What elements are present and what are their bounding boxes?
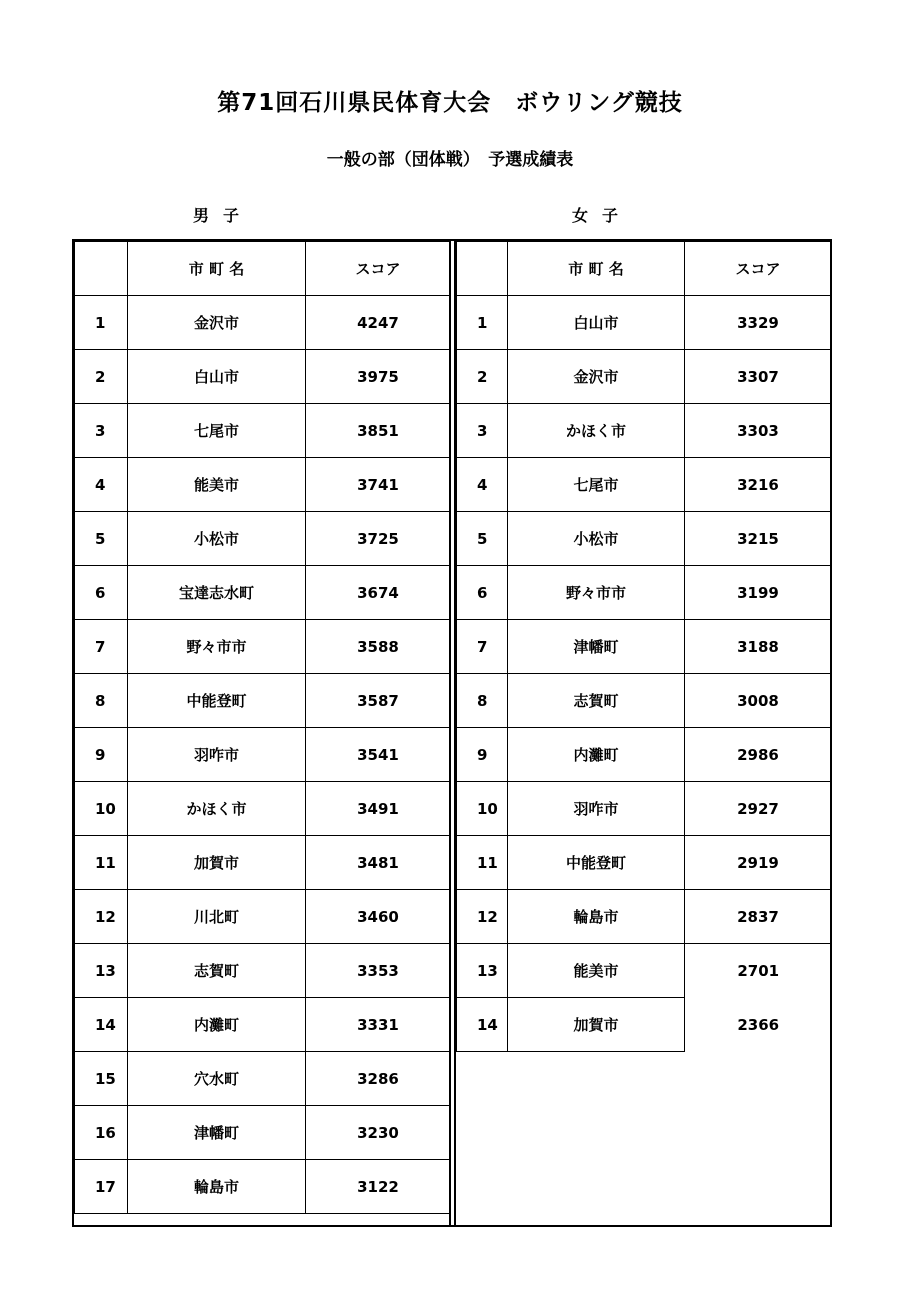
team-name-cell: 志賀町 bbox=[508, 674, 685, 728]
rank-cell: 1 bbox=[457, 296, 508, 350]
score-cell: 3851 bbox=[306, 404, 451, 458]
table-row bbox=[75, 836, 451, 890]
score-cell: 3215 bbox=[685, 512, 832, 566]
table-row bbox=[457, 512, 832, 566]
team-name-cell: 白山市 bbox=[508, 296, 685, 350]
team-name-cell: 野々市市 bbox=[128, 620, 306, 674]
rank-cell: 9 bbox=[75, 728, 128, 782]
table-row bbox=[75, 296, 451, 350]
rank-cell: 13 bbox=[457, 944, 508, 998]
table-row bbox=[457, 998, 832, 1052]
table-row bbox=[75, 404, 451, 458]
rank-cell: 4 bbox=[457, 458, 508, 512]
team-name-cell: 七尾市 bbox=[508, 458, 685, 512]
table-row bbox=[75, 566, 451, 620]
rank-cell: 6 bbox=[457, 566, 508, 620]
name-header-cell: 市 町 名 bbox=[508, 242, 685, 296]
table-row bbox=[457, 674, 832, 728]
table-row bbox=[75, 620, 451, 674]
score-cell: 3460 bbox=[306, 890, 451, 944]
team-name-cell: 内灘町 bbox=[508, 728, 685, 782]
table-row bbox=[457, 350, 832, 404]
score-cell: 3541 bbox=[306, 728, 451, 782]
table-row bbox=[75, 350, 451, 404]
table-row bbox=[75, 458, 451, 512]
score-cell: 2919 bbox=[685, 836, 832, 890]
score-cell: 3588 bbox=[306, 620, 451, 674]
name-header-cell: 市 町 名 bbox=[128, 242, 306, 296]
rank-cell: 4 bbox=[75, 458, 128, 512]
score-cell: 3286 bbox=[306, 1052, 451, 1106]
table-row bbox=[457, 566, 832, 620]
rank-cell: 8 bbox=[457, 674, 508, 728]
rank-cell: 1 bbox=[75, 296, 128, 350]
team-name-cell: 志賀町 bbox=[128, 944, 306, 998]
page-subtitle: 一般の部（団体戦） 予選成績表 bbox=[326, 150, 574, 170]
table-row bbox=[75, 512, 451, 566]
rank-cell: 11 bbox=[75, 836, 128, 890]
team-name-cell: 七尾市 bbox=[128, 404, 306, 458]
team-name-cell: 金沢市 bbox=[128, 296, 306, 350]
table-row bbox=[457, 404, 832, 458]
score-cell: 3122 bbox=[306, 1160, 451, 1214]
team-name-cell: 能美市 bbox=[128, 458, 306, 512]
rank-cell: 2 bbox=[75, 350, 128, 404]
score-cell: 3216 bbox=[685, 458, 832, 512]
team-name-cell: かほく市 bbox=[128, 782, 306, 836]
rank-cell: 14 bbox=[75, 998, 128, 1052]
score-cell: 3188 bbox=[685, 620, 832, 674]
score-cell: 3975 bbox=[306, 350, 451, 404]
table-divider-right bbox=[454, 239, 456, 1227]
rank-cell: 3 bbox=[457, 404, 508, 458]
score-cell: 3331 bbox=[306, 998, 451, 1052]
team-name-cell: 津幡町 bbox=[508, 620, 685, 674]
score-cell: 2837 bbox=[685, 890, 832, 944]
rank-cell: 8 bbox=[75, 674, 128, 728]
team-name-cell: 内灘町 bbox=[128, 998, 306, 1052]
team-name-cell: 金沢市 bbox=[508, 350, 685, 404]
table-row bbox=[457, 296, 832, 350]
rank-cell: 12 bbox=[75, 890, 128, 944]
women-results-table bbox=[456, 241, 832, 1052]
page-title: 第71回石川県民体育大会 ボウリング競技 bbox=[217, 90, 683, 116]
rank-cell: 5 bbox=[75, 512, 128, 566]
table-row bbox=[75, 944, 451, 998]
rank-cell: 17 bbox=[75, 1160, 128, 1214]
rank-cell: 11 bbox=[457, 836, 508, 890]
table-row bbox=[75, 890, 451, 944]
score-header-cell: スコア bbox=[685, 242, 832, 296]
score-cell: 3491 bbox=[306, 782, 451, 836]
rank-cell: 10 bbox=[75, 782, 128, 836]
score-cell: 2366 bbox=[685, 998, 832, 1052]
team-name-cell: 津幡町 bbox=[128, 1106, 306, 1160]
team-name-cell: 白山市 bbox=[128, 350, 306, 404]
table-row bbox=[75, 1160, 451, 1214]
table-row bbox=[457, 458, 832, 512]
score-cell: 2986 bbox=[685, 728, 832, 782]
score-cell: 3008 bbox=[685, 674, 832, 728]
score-cell: 2701 bbox=[685, 944, 832, 998]
score-cell: 3725 bbox=[306, 512, 451, 566]
team-name-cell: 加賀市 bbox=[508, 998, 685, 1052]
team-name-cell: 輪島市 bbox=[128, 1160, 306, 1214]
team-name-cell: 野々市市 bbox=[508, 566, 685, 620]
score-cell: 3230 bbox=[306, 1106, 451, 1160]
team-name-cell: 加賀市 bbox=[128, 836, 306, 890]
rank-header-cell bbox=[457, 242, 508, 296]
rank-cell: 14 bbox=[457, 998, 508, 1052]
men-section-label: 男子 bbox=[193, 206, 254, 225]
team-name-cell: 能美市 bbox=[508, 944, 685, 998]
score-cell: 3741 bbox=[306, 458, 451, 512]
team-name-cell: 輪島市 bbox=[508, 890, 685, 944]
table-row bbox=[75, 674, 451, 728]
rank-cell: 3 bbox=[75, 404, 128, 458]
score-cell: 3587 bbox=[306, 674, 451, 728]
team-name-cell: 穴水町 bbox=[128, 1052, 306, 1106]
rank-cell: 16 bbox=[75, 1106, 128, 1160]
score-cell: 3481 bbox=[306, 836, 451, 890]
team-name-cell: 宝達志水町 bbox=[128, 566, 306, 620]
rank-cell: 12 bbox=[457, 890, 508, 944]
score-header-cell: スコア bbox=[306, 242, 451, 296]
team-name-cell: 小松市 bbox=[128, 512, 306, 566]
rank-cell: 6 bbox=[75, 566, 128, 620]
table-row bbox=[457, 890, 832, 944]
score-cell: 3329 bbox=[685, 296, 832, 350]
table-header-row bbox=[75, 242, 451, 296]
table-row bbox=[457, 782, 832, 836]
table-row bbox=[75, 728, 451, 782]
rank-cell: 9 bbox=[457, 728, 508, 782]
table-row bbox=[75, 782, 451, 836]
rank-cell: 2 bbox=[457, 350, 508, 404]
table-row bbox=[75, 998, 451, 1052]
table-row bbox=[75, 1106, 451, 1160]
team-name-cell: 小松市 bbox=[508, 512, 685, 566]
score-cell: 3674 bbox=[306, 566, 451, 620]
team-name-cell: かほく市 bbox=[508, 404, 685, 458]
table-divider-left bbox=[449, 239, 451, 1227]
men-results-table bbox=[74, 241, 451, 1214]
table-row bbox=[457, 728, 832, 782]
score-cell: 3307 bbox=[685, 350, 832, 404]
team-name-cell: 羽咋市 bbox=[128, 728, 306, 782]
rank-cell: 13 bbox=[75, 944, 128, 998]
rank-cell: 7 bbox=[75, 620, 128, 674]
score-cell: 4247 bbox=[306, 296, 451, 350]
rank-header-cell bbox=[75, 242, 128, 296]
score-cell: 3303 bbox=[685, 404, 832, 458]
table-header-row bbox=[457, 242, 832, 296]
table-row bbox=[457, 944, 832, 998]
women-section-label: 女子 bbox=[572, 206, 633, 225]
table-row bbox=[457, 836, 832, 890]
rank-cell: 10 bbox=[457, 782, 508, 836]
team-name-cell: 中能登町 bbox=[128, 674, 306, 728]
team-name-cell: 川北町 bbox=[128, 890, 306, 944]
score-cell: 3199 bbox=[685, 566, 832, 620]
score-cell: 2927 bbox=[685, 782, 832, 836]
team-name-cell: 羽咋市 bbox=[508, 782, 685, 836]
team-name-cell: 中能登町 bbox=[508, 836, 685, 890]
rank-cell: 7 bbox=[457, 620, 508, 674]
table-row bbox=[75, 1052, 451, 1106]
rank-cell: 5 bbox=[457, 512, 508, 566]
score-cell: 3353 bbox=[306, 944, 451, 998]
table-row bbox=[457, 620, 832, 674]
rank-cell: 15 bbox=[75, 1052, 128, 1106]
